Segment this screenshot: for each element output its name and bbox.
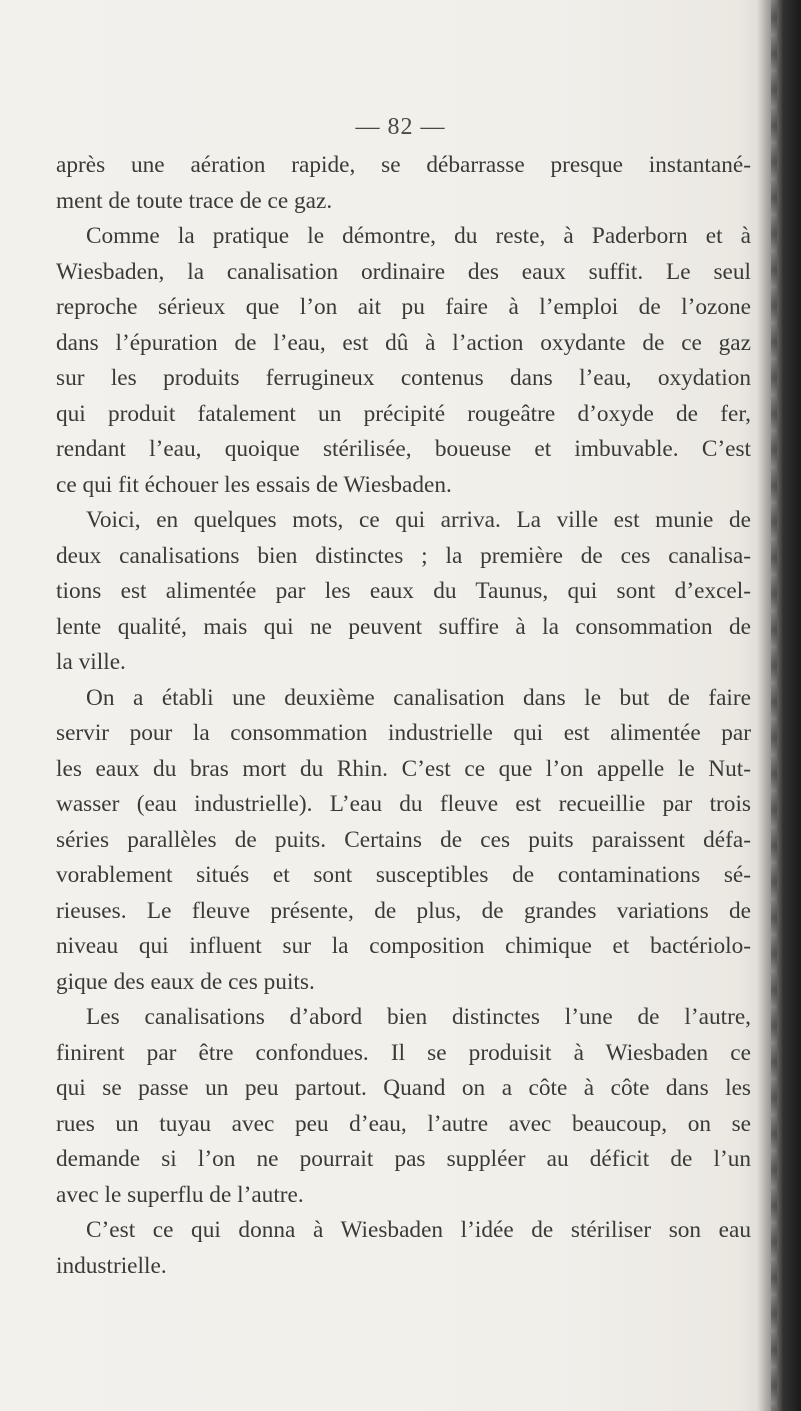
text-line: rieuses. Le fleuve présente, de plus, de grandes variations de bbox=[56, 897, 751, 924]
text-line: Wiesbaden, la canalisation ordinaire des eaux suffit. Le seul bbox=[56, 258, 751, 285]
text-line: les eaux du bras mort du Rhin. C’est ce que l’on appelle le Nut- bbox=[56, 755, 751, 782]
text-line: servir pour la consommation industrielle qui est alimentée par bbox=[56, 720, 751, 746]
text-line: industrielle. bbox=[56, 1252, 167, 1279]
page-binding-edge bbox=[757, 0, 801, 1411]
text-line: rendant l’eau, quoique stérilisée, boueuse et imbuvable. C’est bbox=[56, 436, 751, 462]
text-line: après une aération rapide, se débarrasse presque instantané- bbox=[56, 152, 751, 178]
text-line: gique des eaux de ces puits. bbox=[56, 968, 315, 995]
page-number: — 82 — bbox=[355, 114, 446, 140]
body-text bbox=[56, 148, 751, 1284]
text-line: finirent par être confondues. Il se produisit à Wiesbaden ce bbox=[56, 1039, 751, 1066]
text-line: qui se passe un peu partout. Quand on a côte à côte dans les bbox=[56, 1075, 751, 1101]
text-line: ment de toute trace de ce gaz. bbox=[56, 187, 333, 214]
text-line: wasser (eau industrielle). L’eau du fleuve est recueillie par trois bbox=[56, 791, 751, 817]
text-line: qui produit fatalement un précipité rougeâtre d’oxyde de fer, bbox=[56, 400, 751, 427]
text-line: On a établi une deuxième canalisation dans le but de faire bbox=[86, 684, 751, 711]
text-line: niveau qui influent sur la composition chimique et bactériolo- bbox=[56, 933, 751, 959]
text-line: avec le superflu de l’autre. bbox=[56, 1181, 304, 1208]
text-line: C’est ce qui donna à Wiesbaden l’idée de stériliser son eau bbox=[86, 1217, 751, 1243]
text-line: sur les produits ferrugineux contenus dans l’eau, oxydation bbox=[56, 365, 751, 391]
text-line: tions est alimentée par les eaux du Taunus, qui sont d’excel- bbox=[56, 578, 751, 604]
text-line: Comme la pratique le démontre, du reste, à Paderborn et à bbox=[86, 223, 751, 249]
text-line: demande si l’on ne pourrait pas suppléer au déficit de l’un bbox=[56, 1146, 751, 1172]
text-line: Voici, en quelques mots, ce qui arriva. La ville est munie de bbox=[86, 507, 751, 533]
text-line: dans l’épuration de l’eau, est dû à l’action oxydante de ce gaz bbox=[56, 329, 751, 356]
text-line: séries parallèles de puits. Certains de ces puits paraissent défa- bbox=[56, 826, 751, 853]
text-line: lente qualité, mais qui ne peuvent suffire à la consommation de bbox=[56, 613, 751, 640]
text-line: reproche sérieux que l’on ait pu faire à l’emploi de l’ozone bbox=[56, 294, 751, 320]
text-line: vorablement situés et sont susceptibles de contaminations sé- bbox=[56, 862, 751, 888]
text-line: la ville. bbox=[56, 649, 126, 675]
text-line: rues un tuyau avec peu d’eau, l’autre avec beaucoup, on se bbox=[56, 1110, 751, 1137]
text-line: deux canalisations bien distinctes ; la première de ces canalisa- bbox=[56, 542, 751, 569]
text-line: Les canalisations d’abord bien distinctes l’une de l’autre, bbox=[86, 1004, 751, 1030]
text-line: ce qui fit échouer les essais de Wiesbaden. bbox=[56, 471, 452, 498]
